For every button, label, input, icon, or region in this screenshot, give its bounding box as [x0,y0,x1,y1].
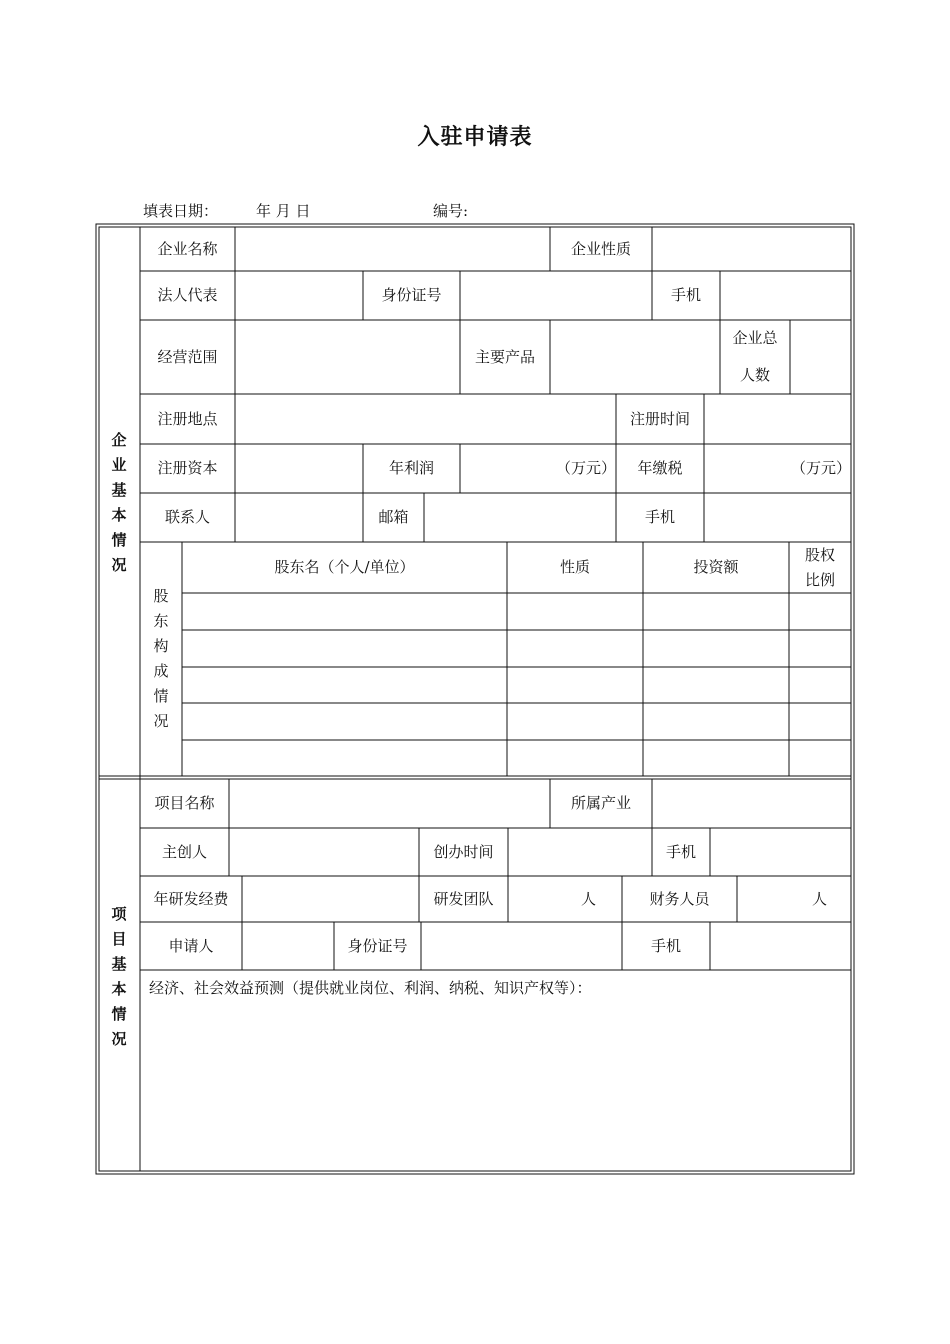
label-reg-address: 注册地点 [157,409,218,428]
input-applicant[interactable] [242,922,334,970]
fill-date-label: 填表日期： [143,202,219,220]
input-main-products[interactable] [550,320,720,394]
label-applicant-mobile: 手机 [650,936,681,955]
label-headcount-line1: 企业总 [732,329,778,347]
fill-date-value: 年 月 日 [256,202,311,220]
input-company-name[interactable] [235,227,550,271]
unit-wan-tax: （万元） [790,459,851,477]
unit-wan-profit: （万元） [555,459,616,477]
input-applicant-id[interactable] [421,922,622,970]
input-mobile[interactable] [720,271,851,320]
label-company-name: 企业名称 [157,239,218,258]
col-shareholder-ratio [789,542,851,593]
input-finance-staff[interactable] [737,876,851,922]
col-shareholder-investment: 投资额 [693,558,739,576]
label-finance-staff: 财务人员 [649,889,710,908]
col-shareholder-nature: 性质 [559,558,590,576]
label-business-scope: 经营范围 [157,347,218,366]
input-project-mobile[interactable] [710,828,851,876]
col-shareholder-ratio-line2: 比例 [804,570,835,589]
input-annual-tax[interactable] [704,444,851,493]
input-rd-funding[interactable] [242,876,419,922]
col-shareholder-ratio-line1: 股权 [804,545,835,564]
label-applicant: 申请人 [168,936,214,955]
input-company-type[interactable] [652,227,851,271]
shareholder-label-text: 股东构成情况 [153,587,169,730]
label-rd-team: 研发团队 [433,889,494,908]
label-benefit-forecast: 经济、社会效益预测（提供就业岗位、利润、纳税、知识产权等）： [149,979,592,997]
label-founded-time: 创办时间 [433,842,494,861]
label-legal-rep: 法人代表 [157,286,218,304]
input-reg-capital[interactable] [235,444,363,493]
label-email: 邮箱 [378,508,409,526]
label-rd-funding: 年研发经费 [153,889,229,908]
input-reg-time[interactable] [704,394,851,444]
label-id-number: 身份证号 [381,286,442,304]
input-mobile2[interactable] [704,493,851,542]
label-project-name: 项目名称 [154,794,215,812]
label-contact: 联系人 [164,508,210,526]
form-number-label: 编号: [433,202,469,220]
form-title: 入驻申请表 [417,125,533,150]
input-email[interactable] [424,493,616,542]
label-main-products: 主要产品 [474,347,535,366]
unit-people-rd: 人 [580,889,596,908]
input-rd-team[interactable] [508,876,622,922]
input-project-name[interactable] [229,779,550,828]
input-founded-time[interactable] [508,828,652,876]
input-industry[interactable] [652,779,851,828]
input-founder[interactable] [229,828,419,876]
section-company-label-text: 企业基本情况 [111,431,127,574]
label-annual-tax: 年缴税 [637,459,683,477]
input-id-number[interactable] [460,271,652,320]
section-project-label [109,902,129,1052]
input-legal-rep[interactable] [235,271,363,320]
label-industry: 所属产业 [570,794,631,812]
input-annual-profit[interactable] [460,444,616,493]
label-founder: 主创人 [161,842,207,861]
section-company-label [109,428,129,578]
label-project-mobile: 手机 [665,842,696,861]
label-reg-capital: 注册资本 [157,459,218,477]
label-applicant-id: 身份证号 [347,936,408,955]
input-benefit-forecast[interactable] [140,1000,851,1171]
unit-people-finance: 人 [811,889,827,908]
section-project-label-text: 项目基本情况 [111,905,127,1048]
label-mobile2: 手机 [644,508,675,526]
col-shareholder-name: 股东名（个人/单位） [274,558,415,576]
input-applicant-mobile[interactable] [710,922,851,970]
label-company-type: 企业性质 [570,239,631,258]
input-contact[interactable] [235,493,363,542]
label-headcount [720,320,790,394]
label-annual-profit: 年利润 [388,459,434,477]
label-mobile: 手机 [670,286,701,304]
label-headcount-line2: 人数 [739,366,770,384]
input-headcount[interactable] [790,320,851,394]
shareholder-label [151,584,171,734]
label-reg-time: 注册时间 [629,409,690,428]
input-business-scope[interactable] [235,320,460,394]
input-reg-address[interactable] [235,394,616,444]
